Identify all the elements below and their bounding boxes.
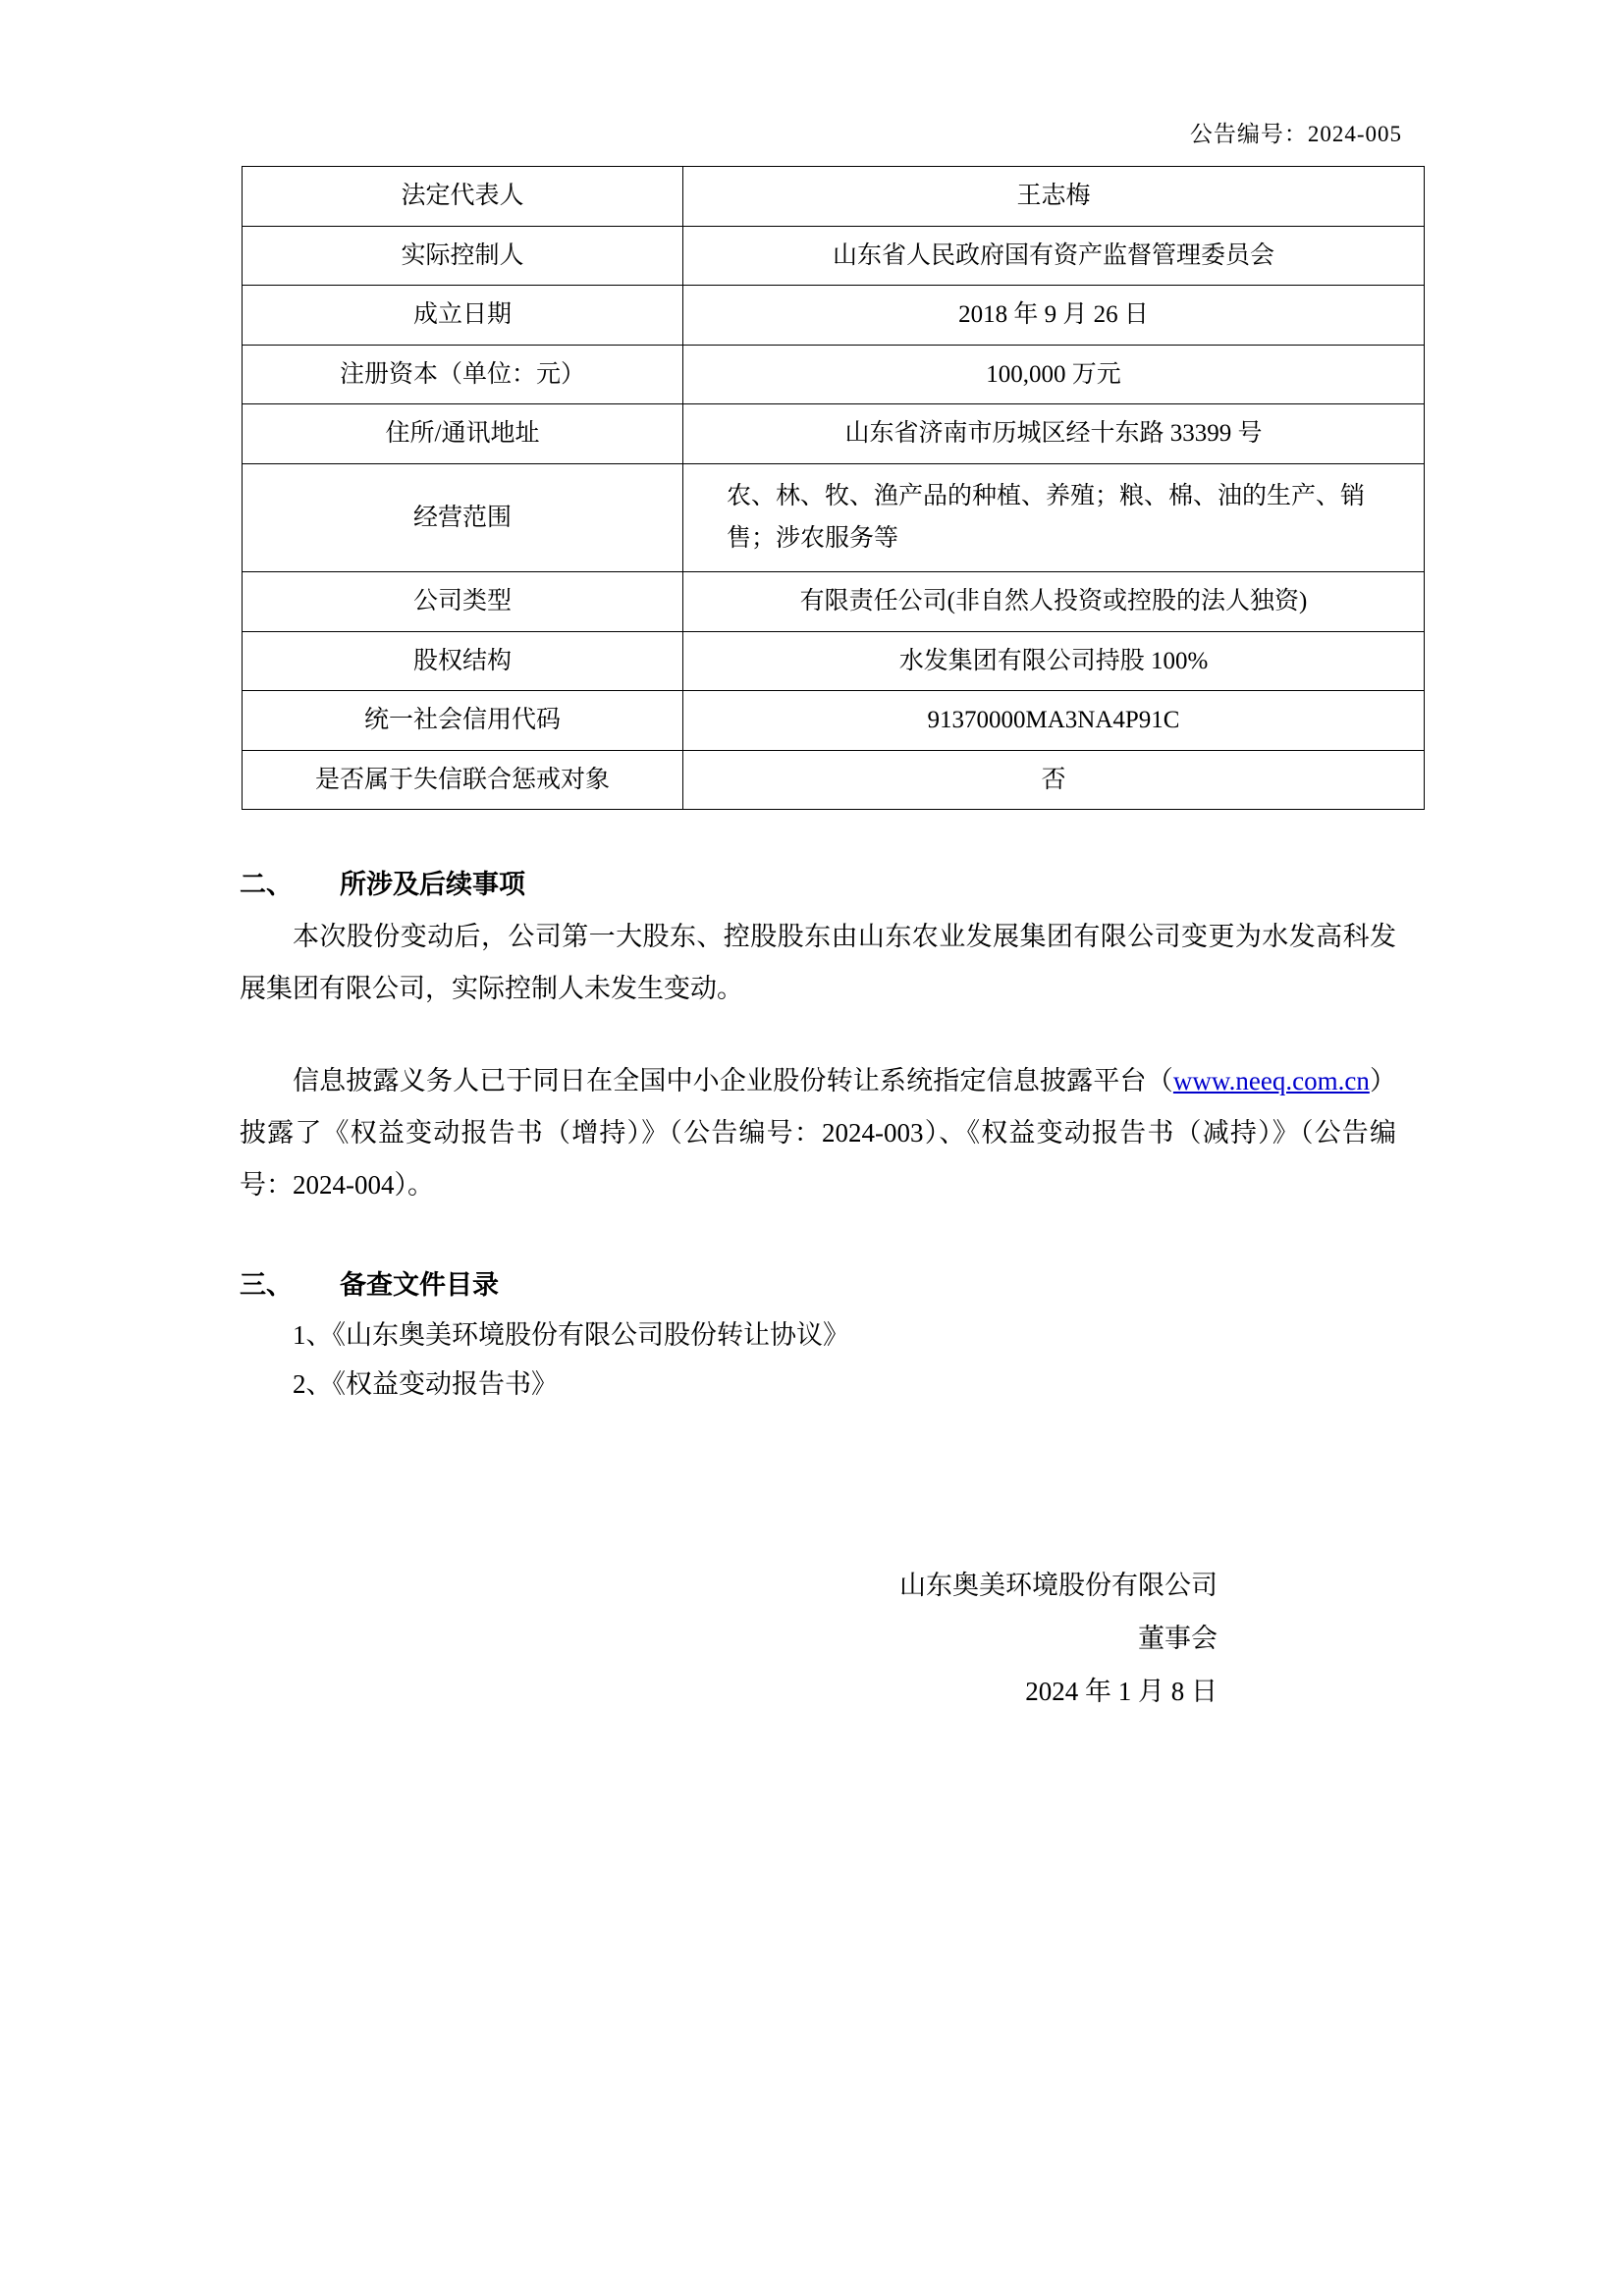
row-label: 统一社会信用代码 bbox=[243, 691, 683, 751]
row-label: 实际控制人 bbox=[243, 226, 683, 286]
neeq-website-link[interactable]: www.neeq.com.cn bbox=[1172, 1066, 1370, 1096]
table-row bbox=[243, 404, 1425, 464]
company-info-table bbox=[242, 166, 1425, 810]
row-label: 公司类型 bbox=[243, 572, 683, 632]
row-value: 水发集团有限公司持股 100% bbox=[683, 631, 1425, 691]
row-label: 股权结构 bbox=[243, 631, 683, 691]
row-label: 注册资本（单位：元） bbox=[243, 345, 683, 404]
row-value: 山东省人民政府国有资产监督管理委员会 bbox=[683, 226, 1425, 286]
section-three-heading bbox=[234, 1263, 1402, 1302]
row-label: 法定代表人 bbox=[243, 167, 683, 227]
section-three-number: 三、 bbox=[240, 1270, 293, 1301]
table-row bbox=[243, 286, 1425, 346]
section-two-paragraph-2 bbox=[234, 1055, 1402, 1210]
signature-date: 2024 年 1 月 8 日 bbox=[1025, 1677, 1218, 1707]
section-two-title: 所涉及后续事项 bbox=[340, 870, 525, 899]
row-value: 2018 年 9 月 26 日 bbox=[683, 286, 1425, 346]
table-row bbox=[243, 345, 1425, 404]
row-value: 王志梅 bbox=[683, 167, 1425, 227]
table-row bbox=[243, 750, 1425, 810]
list-item: 2、《权益变动报告书》 bbox=[293, 1369, 558, 1400]
row-label: 经营范围 bbox=[243, 463, 683, 572]
signature-board: 董事会 bbox=[1138, 1624, 1218, 1654]
row-value: 有限责任公司(非自然人投资或控股的法人独资) bbox=[683, 572, 1425, 632]
table-row bbox=[243, 631, 1425, 691]
row-label: 成立日期 bbox=[243, 286, 683, 346]
row-label: 是否属于失信联合惩戒对象 bbox=[243, 750, 683, 810]
paragraph-2-text-after-link: ）披露了《权益变动报告书（增持）》（公告编号：2024-003）、《权益变动报告书（减持）》（公告编号：2024-004）。 bbox=[240, 1066, 1397, 1200]
table-row bbox=[243, 572, 1425, 632]
row-label: 住所/通讯地址 bbox=[243, 404, 683, 464]
section-two-paragraph-1: 本次股份变动后，公司第一大股东、控股股东由山东农业发展集团有限公司变更为水发高科发展集团有限公司，实际控制人未发生变动。 bbox=[240, 922, 1396, 1003]
table-row bbox=[243, 463, 1425, 572]
table-row bbox=[243, 226, 1425, 286]
list-item: 1、《山东奥美环境股份有限公司股份转让协议》 bbox=[293, 1320, 849, 1351]
row-value: 山东省济南市历城区经十东路 33399 号 bbox=[683, 404, 1425, 464]
table-row bbox=[243, 691, 1425, 751]
section-two-number: 二、 bbox=[240, 870, 293, 899]
table-body bbox=[243, 167, 1425, 810]
table-row bbox=[243, 167, 1425, 227]
section-two-heading bbox=[234, 863, 1402, 901]
page-content bbox=[234, 0, 1402, 1718]
row-value: 100,000 万元 bbox=[683, 345, 1425, 404]
paragraph-2-text-before-link: 信息披露义务人已于同日在全国中小企业股份转让系统指定信息披露平台（ bbox=[293, 1066, 1173, 1096]
row-value: 否 bbox=[683, 750, 1425, 810]
row-value: 农、林、牧、渔产品的种植、养殖；粮、棉、油的生产、销售；涉农服务等 bbox=[683, 463, 1425, 572]
announcement-number: 公告编号：2024-005 bbox=[1189, 122, 1402, 146]
signature-company: 山东奥美环境股份有限公司 bbox=[899, 1571, 1218, 1601]
signature-block bbox=[234, 1559, 1402, 1718]
section-three-title: 备查文件目录 bbox=[340, 1270, 499, 1301]
row-value: 91370000MA3NA4P91C bbox=[683, 691, 1425, 751]
